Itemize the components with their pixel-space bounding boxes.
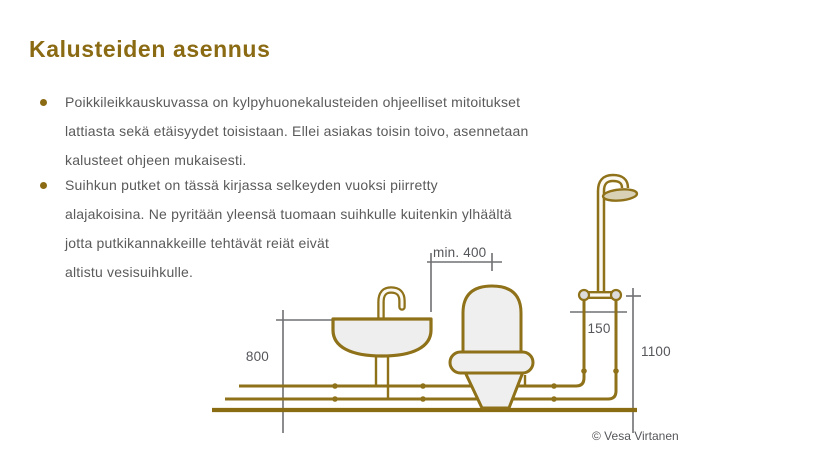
toilet-seat (450, 352, 533, 373)
mixer-valve-right (611, 290, 621, 300)
shower (579, 178, 637, 300)
pipe-clamp-dot (332, 396, 338, 402)
mixer-valve-left (579, 290, 589, 300)
pipe-clamp-dot (613, 368, 619, 374)
pipe-clamp-dot (551, 396, 557, 402)
pipe-clamp-dot (420, 396, 426, 402)
dim-150-label: 150 (587, 321, 611, 336)
pipe-clamp-dot (551, 383, 557, 389)
pipes-and-floor (212, 299, 637, 410)
slide-title: Kalusteiden asennus (29, 36, 271, 62)
sink-bowl (333, 319, 431, 356)
shower-head (603, 188, 638, 202)
bullet-line: kalusteet ohjeen mukaisesti. (65, 152, 247, 168)
copyright-text: © Vesa Virtanen (592, 429, 679, 443)
dim-1100-label: 1100 (641, 344, 671, 359)
bullet-line: lattiasta sekä etäisyydet toisistaan. Ellei asiakas toisin toivo, asennetaan (65, 123, 529, 139)
pipe-clamp-dot (420, 383, 426, 389)
bullet-line: altistu vesisuihkulle. (65, 264, 194, 280)
dim-min400-label: min. 400 (433, 245, 487, 260)
dimension-lines (276, 253, 641, 433)
dimension-labels (246, 245, 671, 364)
dim-800-label: 800 (245, 349, 269, 364)
sink (333, 290, 431, 399)
toilet (450, 286, 533, 408)
bullet-line: jotta putkikannakkeille tehtävät reiät eivät (65, 235, 330, 251)
pipe-clamp-dot (581, 368, 587, 374)
bullet-line: Poikkileikkauskuvassa on kylpyhuonekalusteiden ohjeelliset mitoitukset (65, 94, 521, 110)
bullet-line: Suihkun putket on tässä kirjassa selkeyden vuoksi piirretty (65, 177, 438, 193)
pipe-clamp-dot (332, 383, 338, 389)
toilet-tank (463, 286, 521, 353)
toilet-base (465, 372, 523, 408)
bullet-line: alajakoisina. Ne pyritään yleensä tuomaan suihkulle kuitenkin ylhäältä (65, 206, 512, 222)
